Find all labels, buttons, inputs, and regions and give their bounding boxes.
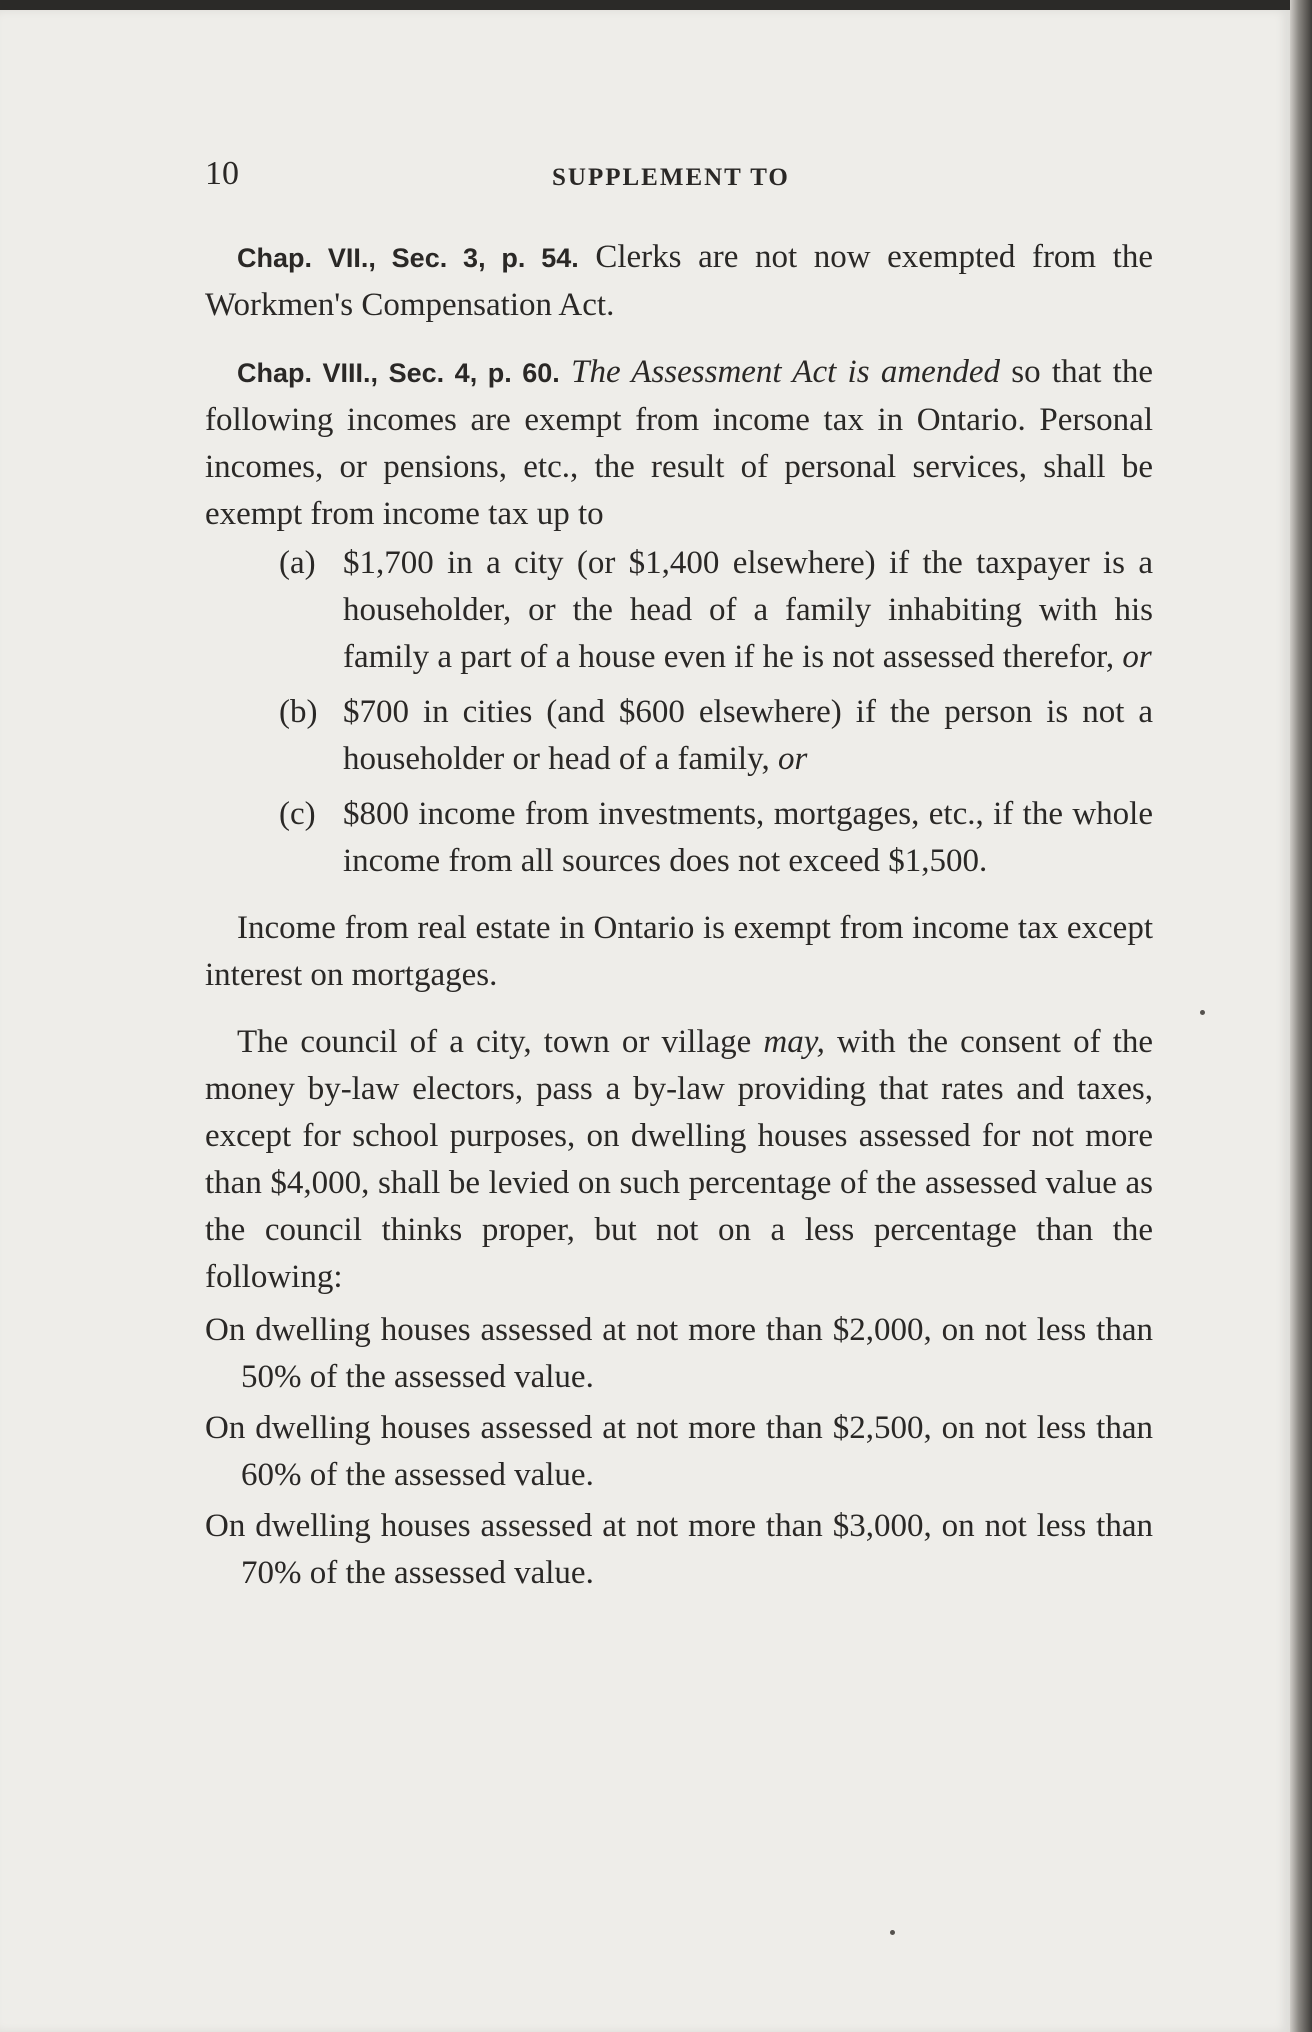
list-item-text: $800 income from investments, mortgages, etc., if the whole income from all sources does not exceed $1,500. bbox=[343, 796, 1153, 879]
list-item-conjunction: or bbox=[1122, 639, 1152, 675]
paragraph-text: with the consent of the money by-law electors, pass a by-law providing that rates and taxes, except for school purposes, on dwelling houses assessed for not more than $4,000, shall be levied on such percentage of the assessed value as the council thinks proper, but not on a less percentage than the following: bbox=[205, 1024, 1154, 1295]
speck bbox=[1200, 1010, 1205, 1015]
paragraph-assessment-act bbox=[205, 349, 1153, 538]
paragraph-text: so that the following incomes are exempt from income tax in Ontario. Personal incomes, or pensions, etc., the result of personal services, shall be exempt from income tax up to bbox=[205, 354, 1153, 532]
list-marker: (c) bbox=[279, 796, 316, 832]
list-item bbox=[205, 689, 1153, 783]
paragraph-text: The council of a city, town or village bbox=[237, 1024, 752, 1060]
chapter-reference: Chap. VII., Sec. 3, p. 54. bbox=[237, 243, 579, 273]
rate-line: On dwelling houses assessed at not more than $2,500, on not less than 60% of the assessed value. bbox=[205, 1410, 1153, 1493]
list-item bbox=[205, 791, 1153, 885]
rate-line: On dwelling houses assessed at not more than $2,000, on not less than 50% of the assessed value. bbox=[205, 1312, 1153, 1395]
page-binding-edge bbox=[1290, 0, 1312, 2032]
list-marker: (b) bbox=[279, 694, 318, 730]
act-title: The Assessment Act is amended bbox=[571, 354, 1000, 390]
list-marker: (a) bbox=[279, 545, 316, 581]
page-content bbox=[205, 150, 1153, 1597]
paragraph-council bbox=[205, 1019, 1153, 1301]
speck bbox=[890, 1930, 895, 1935]
list-item-text: $1,700 in a city (or $1,400 elsewhere) if the taxpayer is a householder, or the head of a family inhabiting with his family a part of a house even if he is not assessed therefor, bbox=[343, 545, 1153, 675]
paragraph-text: Clerks are not now exempted from the Workmen's Compensation Act. bbox=[205, 239, 1153, 323]
rate-line: On dwelling houses assessed at not more than $3,000, on not less than 70% of the assessed value. bbox=[205, 1508, 1153, 1591]
running-title: SUPPLEMENT TO bbox=[552, 164, 790, 191]
emphasis-may: may, bbox=[763, 1024, 825, 1060]
paragraph-clerks bbox=[205, 234, 1153, 329]
list-item-text: $700 in cities (and $600 elsewhere) if the person is not a householder or head of a family, bbox=[343, 694, 1153, 777]
chapter-reference: Chap. VIII., Sec. 4, p. 60. bbox=[237, 358, 560, 388]
page-top-edge bbox=[0, 0, 1312, 10]
paragraph-real-estate: Income from real estate in Ontario is exempt from income tax except interest on mortgages. bbox=[205, 910, 1153, 993]
exemption-list bbox=[205, 540, 1153, 885]
page-number: 10 bbox=[205, 155, 239, 192]
page-header bbox=[205, 150, 1153, 200]
list-item-conjunction: or bbox=[777, 741, 808, 777]
list-item bbox=[205, 540, 1153, 681]
